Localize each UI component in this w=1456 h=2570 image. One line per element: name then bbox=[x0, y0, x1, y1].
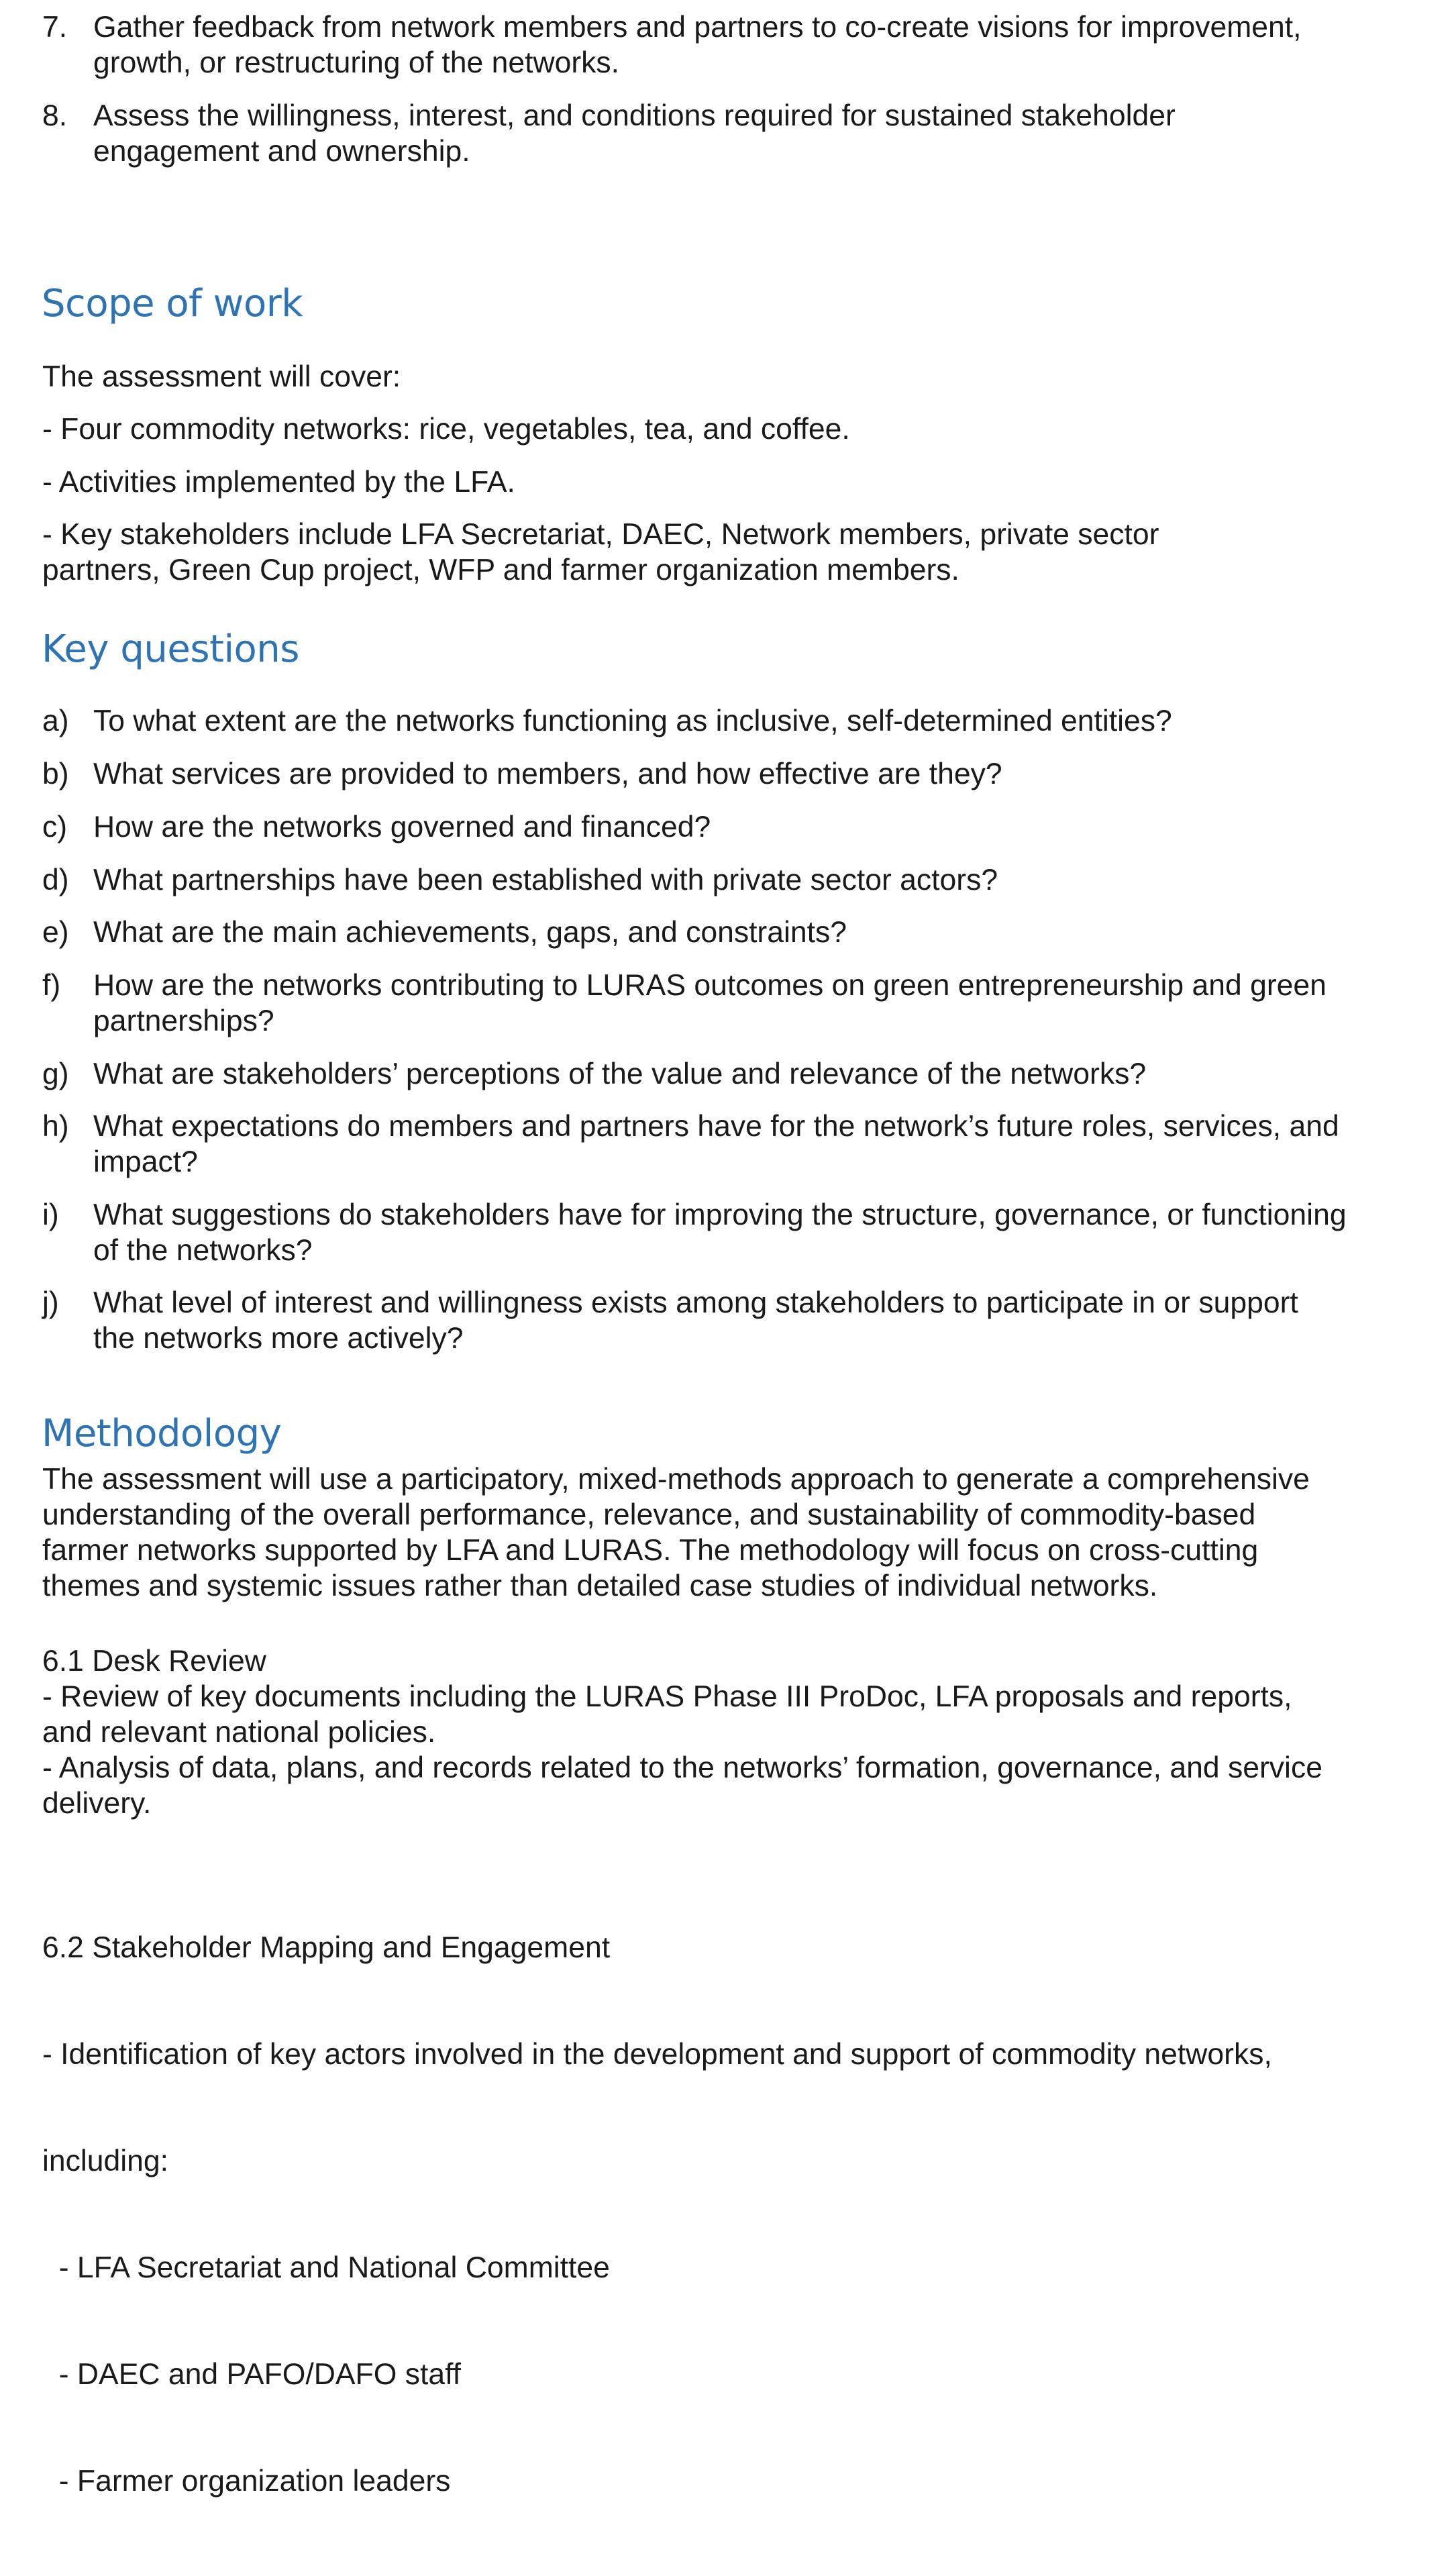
text-line: farmer networks supported by LFA and LURAS. The methodology will focus on cross-cutting bbox=[42, 1534, 1259, 1567]
list-item-text bbox=[93, 9, 1302, 81]
text-line: and relevant national policies. bbox=[42, 1716, 436, 1749]
list-item-text bbox=[93, 1197, 1347, 1268]
scope-intro: The assessment will cover: bbox=[42, 360, 401, 393]
subsection-title: 6.2 Stakeholder Mapping and Engagement bbox=[42, 1931, 611, 1964]
text-line: What level of interest and willingness exists among stakeholders to participate in or support bbox=[93, 1286, 1298, 1319]
list-marker: g) bbox=[42, 1058, 69, 1090]
text-line: - Analysis of data, plans, and records related to the networks’ formation, governance, and service bbox=[42, 1751, 1322, 1784]
text-line: What are the main achievements, gaps, and constraints? bbox=[93, 916, 847, 949]
scope-stakeholders bbox=[42, 517, 1159, 588]
section-heading-scope: Scope of work bbox=[42, 282, 303, 325]
list-item-text bbox=[93, 1285, 1298, 1356]
text-line: Gather feedback from network members and partners to co-create visions for improvement, bbox=[93, 11, 1302, 44]
text-line: - DAEC and PAFO/DAFO staff bbox=[42, 2358, 461, 2391]
list-marker: e) bbox=[42, 916, 69, 949]
text-line: What services are provided to members, and how effective are they? bbox=[93, 758, 1002, 790]
list-marker: b) bbox=[42, 758, 69, 790]
text-line: What partnerships have been established with private sector actors? bbox=[93, 864, 998, 896]
list-marker: i) bbox=[42, 1198, 59, 1231]
list-marker: a) bbox=[42, 705, 69, 737]
list-marker: f) bbox=[42, 969, 61, 1002]
text-line: partnerships? bbox=[93, 1005, 274, 1037]
desk-review-section bbox=[42, 1643, 1322, 1821]
list-marker: d) bbox=[42, 864, 69, 896]
text-line: engagement and ownership. bbox=[93, 135, 470, 168]
list-item-text bbox=[93, 915, 847, 950]
list-item-text bbox=[93, 703, 1172, 739]
text-line: - Farmer organization leaders bbox=[42, 2465, 451, 2498]
list-item-text bbox=[93, 1056, 1146, 1092]
text-line: delivery. bbox=[42, 1787, 152, 1820]
section-heading-methodology: Methodology bbox=[42, 1412, 282, 1455]
list-marker: 8. bbox=[42, 99, 68, 132]
text-line: How are the networks contributing to LURAS outcomes on green entrepreneurship and green bbox=[93, 969, 1327, 1002]
list-item-text bbox=[93, 809, 711, 845]
text-line: partners, Green Cup project, WFP and farmer organization members. bbox=[42, 554, 959, 586]
text-line: The assessment will use a participatory, mixed-methods approach to generate a comprehensive bbox=[42, 1463, 1310, 1496]
text-line: including: bbox=[42, 2145, 169, 2177]
list-item-text bbox=[93, 862, 998, 898]
text-line: Assess the willingness, interest, and conditions required for sustained stakeholder bbox=[93, 99, 1176, 132]
list-marker: 7. bbox=[42, 11, 68, 44]
text-line: - LFA Secretariat and National Committee bbox=[42, 2251, 610, 2284]
list-item-text bbox=[93, 968, 1327, 1039]
list-item-text bbox=[93, 1109, 1339, 1180]
list-marker: h) bbox=[42, 1110, 69, 1143]
list-marker: j) bbox=[42, 1286, 59, 1319]
list-marker: c) bbox=[42, 811, 68, 843]
text-line: growth, or restructuring of the networks. bbox=[93, 46, 620, 79]
scope-bullet: - Four commodity networks: rice, vegetables, tea, and coffee. bbox=[42, 413, 850, 446]
text-line: of the networks? bbox=[93, 1234, 313, 1267]
section-heading-key-questions: Key questions bbox=[42, 627, 299, 671]
stakeholder-mapping-section bbox=[42, 1859, 1272, 2570]
scope-bullet: - Activities implemented by the LFA. bbox=[42, 466, 515, 499]
text-line: What suggestions do stakeholders have for improving the structure, governance, or functioning bbox=[93, 1198, 1347, 1231]
text-line: - Review of key documents including the LURAS Phase III ProDoc, LFA proposals and reports, bbox=[42, 1680, 1292, 1713]
subsection-title: 6.1 Desk Review bbox=[42, 1645, 266, 1678]
text-line: How are the networks governed and financed? bbox=[93, 811, 711, 843]
text-line: What are stakeholders’ perceptions of the value and relevance of the networks? bbox=[93, 1058, 1147, 1090]
list-item-text bbox=[93, 98, 1176, 169]
text-line: understanding of the overall performance, relevance, and sustainability of commodity-based bbox=[42, 1498, 1256, 1531]
methodology-intro bbox=[42, 1461, 1310, 1604]
text-line: - Key stakeholders include LFA Secretariat, DAEC, Network members, private sector bbox=[42, 518, 1159, 551]
text-line: impact? bbox=[93, 1145, 198, 1178]
text-line: themes and systemic issues rather than detailed case studies of individual networks. bbox=[42, 1570, 1158, 1602]
text-line: What expectations do members and partners have for the network’s future roles, services, and bbox=[93, 1110, 1339, 1143]
text-line: - Identification of key actors involved in the development and support of commodity networks, bbox=[42, 2038, 1272, 2071]
text-line: To what extent are the networks functioning as inclusive, self-determined entities? bbox=[93, 705, 1172, 737]
text-line: the networks more actively? bbox=[93, 1322, 464, 1355]
list-item-text bbox=[93, 756, 1002, 792]
